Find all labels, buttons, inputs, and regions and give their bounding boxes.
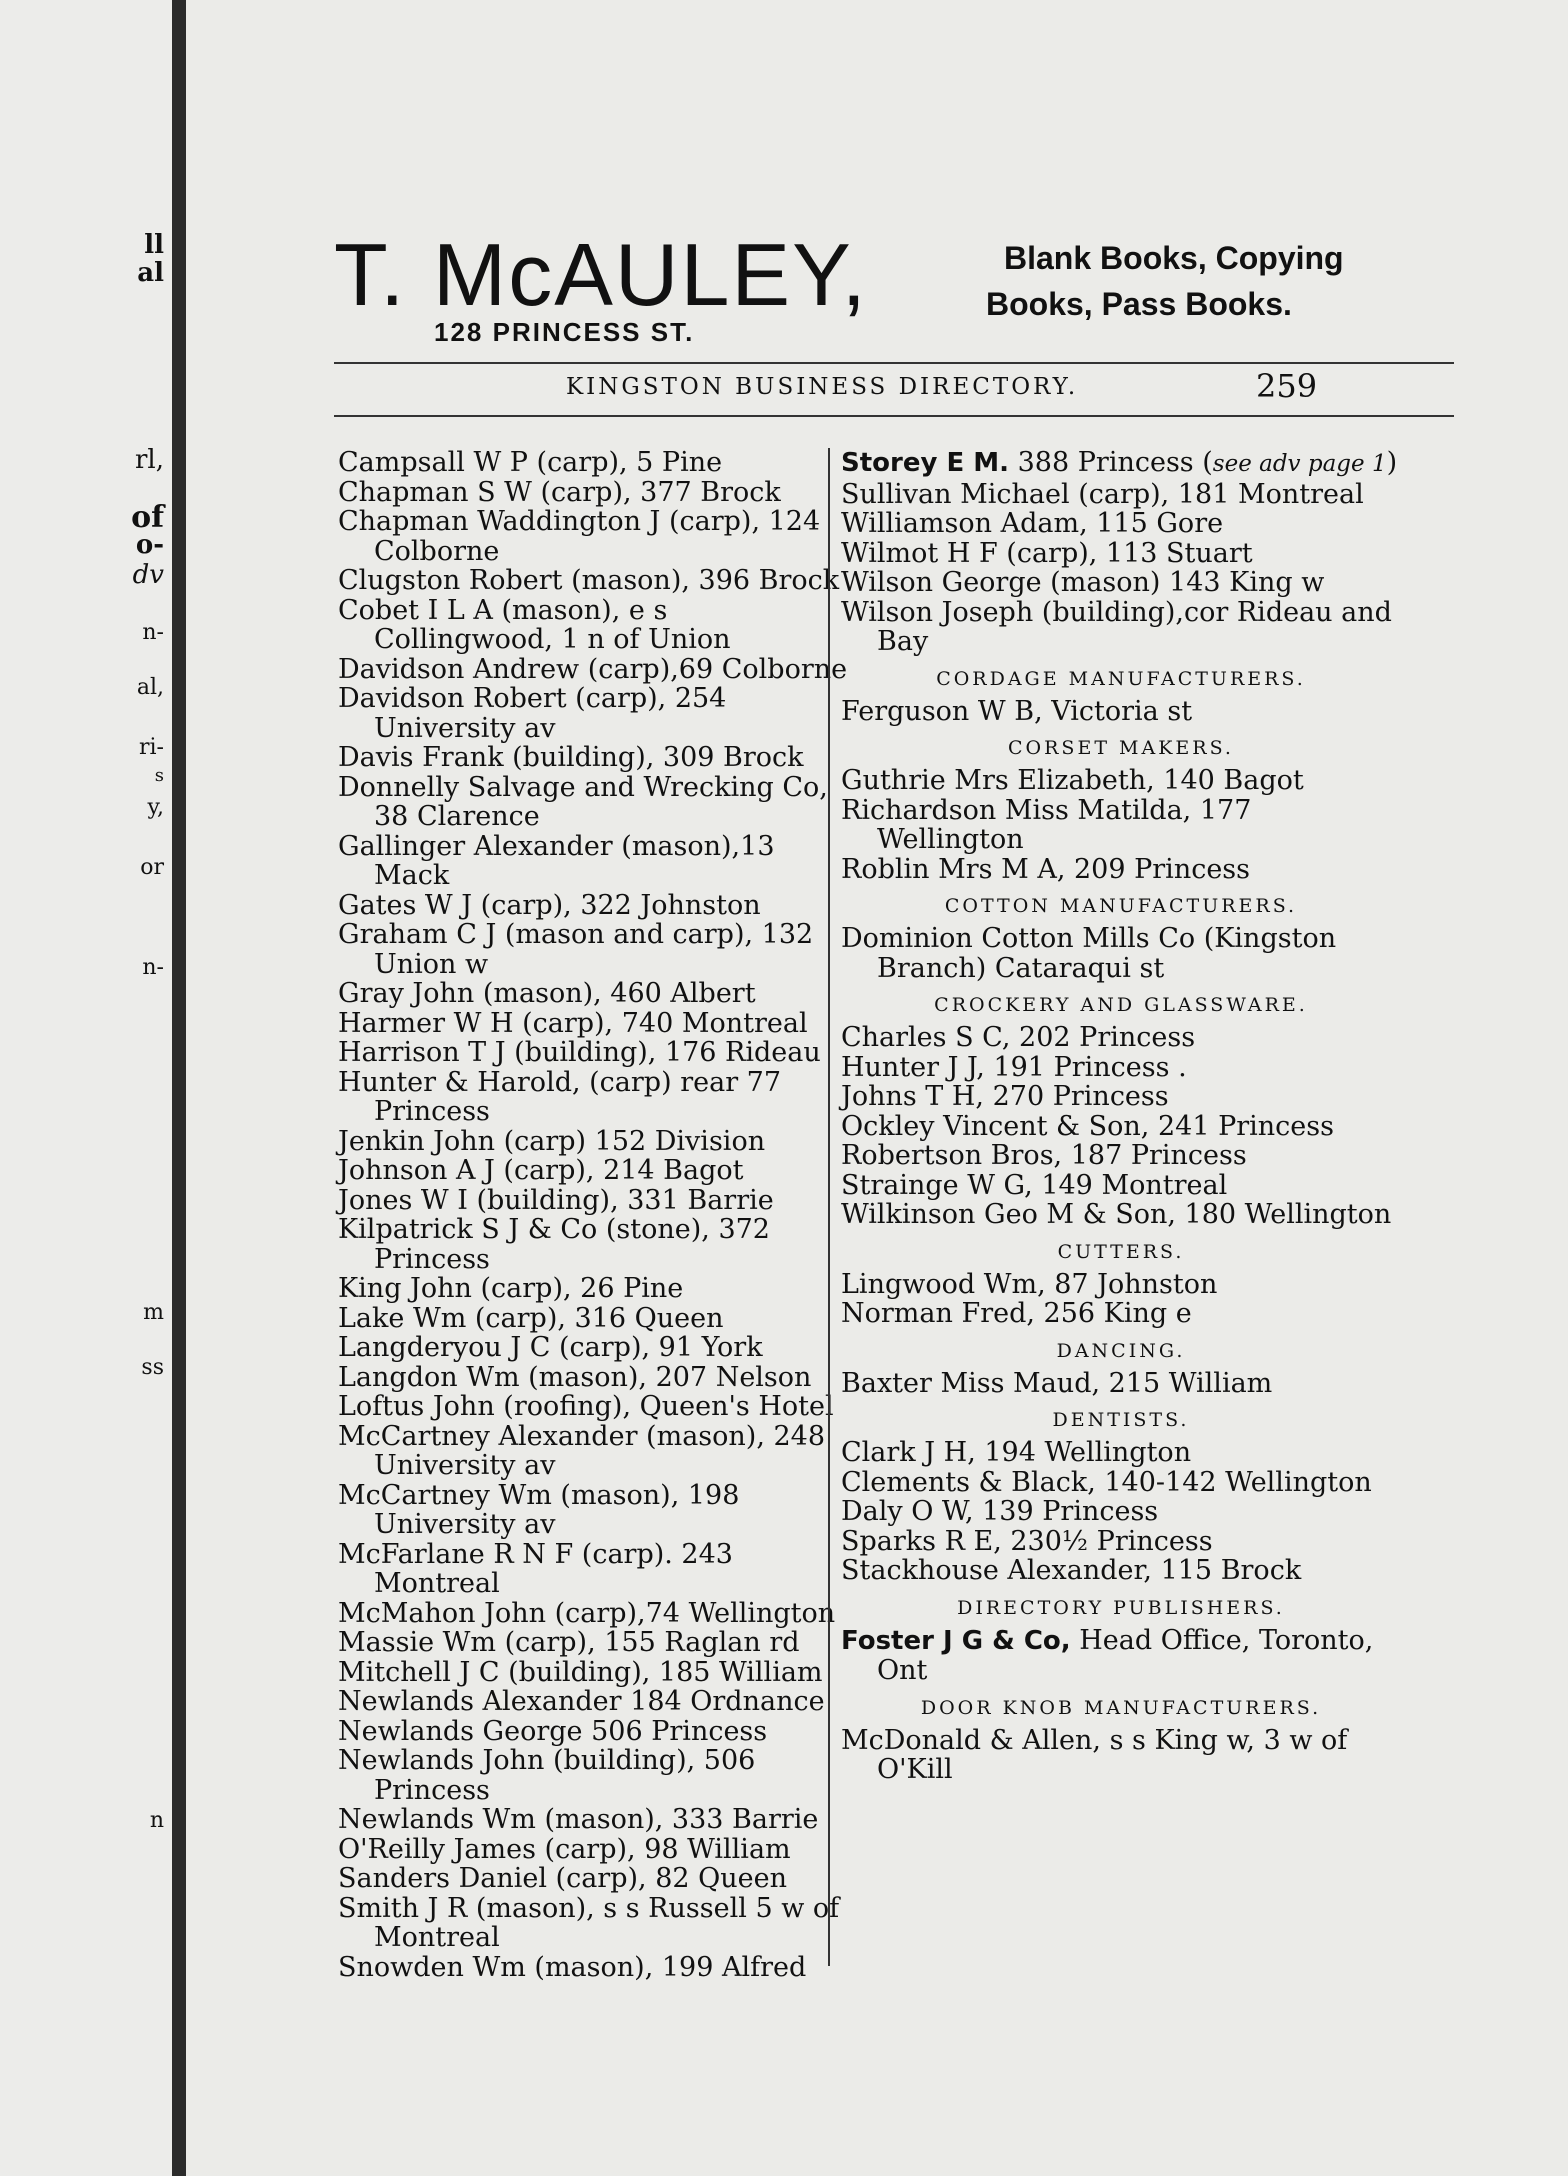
directory-entry: Guthrie Mrs Elizabeth, 140 Bagot: [841, 765, 1304, 796]
entry-name-bold: Storey E M.: [841, 448, 1010, 478]
directory-entry: Massie Wm (carp), 155 Raglan rd: [338, 1627, 800, 1658]
directory-entry: Jenkin John (carp) 152 Division: [338, 1125, 766, 1157]
directory-entry: Newlands George 506 Princess: [338, 1715, 768, 1747]
directory-entry: Mitchell J C (building), 185 William: [338, 1656, 823, 1688]
directory-entry: Clugston Robert (mason), 396 Brock: [338, 565, 840, 596]
section-heading: DANCING.: [1056, 1339, 1186, 1362]
margin-fragment: of: [131, 500, 164, 535]
directory-entry: Langdon Wm (mason), 207 Nelson: [338, 1361, 812, 1393]
directory-entry: Wilson George (mason) 143 King w: [841, 567, 1325, 598]
section-heading: COTTON MANUFACTURERS.: [944, 895, 1298, 917]
directory-entry: Richardson Miss Matilda, 177 Wellington: [841, 794, 1252, 855]
directory-entry: Davis Frank (building), 309 Brock: [338, 742, 804, 773]
section-heading: DENTISTS.: [1052, 1409, 1190, 1431]
directory-entry: Smith J R (mason), s s Russell 5 w of Montreal: [338, 1892, 840, 1953]
margin-fragment: al: [137, 258, 164, 288]
directory-entry: Kilpatrick S J & Co (stone), 372 Princess: [338, 1214, 770, 1275]
directory-page: [186, 0, 1568, 2176]
section-heading: CORSET MAKERS.: [1008, 737, 1234, 759]
section-heading: CUTTERS.: [1057, 1240, 1185, 1263]
directory-entry: Daly O W, 139 Princess: [841, 1496, 1159, 1527]
directory-entry: Ockley Vincent & Son, 241 Princess: [841, 1110, 1334, 1142]
tagline-line: Blank Books, Copying: [1004, 240, 1344, 276]
page-number: 259: [1256, 367, 1318, 405]
right-column: [841, 448, 1401, 1785]
directory-entry: Campsall W P (carp), 5 Pine: [338, 447, 723, 478]
directory-entry: Norman Fred, 256 King e: [841, 1298, 1192, 1329]
directory-entry: Roblin Mrs M A, 209 Princess: [841, 853, 1251, 885]
directory-entry: Gallinger Alexander (mason),13 Mack: [338, 830, 775, 891]
margin-fragment: or: [140, 855, 164, 880]
directory-entry: Jones W I (building), 331 Barrie: [338, 1184, 774, 1216]
facing-page-margin: [0, 0, 175, 2176]
directory-entry: Chapman S W (carp), 377 Brock: [338, 476, 781, 508]
directory-entry: Sullivan Michael (carp), 181 Montreal: [841, 478, 1364, 510]
directory-entry: Stackhouse Alexander, 115 Brock: [841, 1555, 1302, 1586]
directory-entry: O'Reilly James (carp), 98 William: [338, 1833, 791, 1865]
directory-entry: Johnson A J (carp), 214 Bagot: [338, 1155, 744, 1186]
directory-entry: Wilkinson Geo M & Son, 180 Wellington: [841, 1199, 1392, 1230]
directory-entry: Williamson Adam, 115 Gore: [841, 508, 1224, 539]
margin-fragment: ll: [144, 230, 164, 260]
directory-entry: Loftus John (roofing), Queen's Hotel: [338, 1391, 834, 1422]
directory-entry: Charles S C, 202 Princess: [841, 1022, 1196, 1053]
directory-entry: Davidson Robert (carp), 254 University av: [338, 683, 727, 744]
advertisement-banner: [334, 225, 1494, 350]
directory-entry: King John (carp), 26 Pine: [338, 1273, 684, 1304]
column-divider: [828, 448, 830, 1966]
margin-fragment: ss: [141, 1355, 164, 1380]
directory-entry: Sparks R E, 230½ Princess: [841, 1525, 1213, 1557]
directory-entry: Lingwood Wm, 87 Johnston: [841, 1268, 1218, 1300]
directory-entry: Chapman Waddington J (carp), 124 Colborne: [338, 506, 821, 567]
directory-entry: Johns T H, 270 Princess: [841, 1081, 1169, 1112]
margin-fragment: m: [143, 1300, 164, 1325]
directory-entry: Newlands John (building), 506 Princess: [338, 1745, 756, 1806]
header-rule: [334, 362, 1454, 364]
book-gutter: [172, 0, 186, 2176]
margin-fragment: ri-: [139, 735, 164, 760]
tagline-line: Books, Pass Books.: [986, 286, 1292, 322]
directory-entry: McCartney Wm (mason), 198 University av: [338, 1479, 740, 1540]
section-heading: DOOR KNOB MANUFACTURERS.: [920, 1696, 1322, 1719]
advertiser-address: 128 PRINCESS ST.: [434, 317, 695, 347]
section-heading: CROCKERY AND GLASSWARE.: [934, 994, 1308, 1016]
directory-entry: Davidson Andrew (carp),69 Colborne: [338, 653, 848, 685]
directory-entry: Gray John (mason), 460 Albert: [338, 978, 756, 1009]
section-heading: CORDAGE MANUFACTURERS.: [936, 667, 1306, 690]
margin-fragment: n-: [142, 620, 164, 645]
directory-entry: Gates W J (carp), 322 Johnston: [338, 889, 761, 921]
margin-fragment: al,: [136, 675, 164, 700]
entry-name-bold: Foster J G & Co,: [841, 1625, 1071, 1656]
margin-fragment: rl,: [134, 445, 164, 475]
running-head: KINGSTON BUSINESS DIRECTORY.: [566, 374, 1079, 400]
section-heading: DIRECTORY PUBLISHERS.: [957, 1596, 1285, 1619]
margin-fragment: n: [149, 1808, 164, 1833]
directory-entry: McFarlane R N F (carp). 243 Montreal: [338, 1538, 733, 1599]
entry-text: ): [1386, 447, 1398, 478]
directory-entry: Harmer W H (carp), 740 Montreal: [338, 1007, 808, 1039]
directory-entry: McMahon John (carp),74 Wellington: [338, 1597, 836, 1629]
directory-entry: Sanders Daniel (carp), 82 Queen: [338, 1863, 788, 1894]
margin-fragment: n-: [142, 955, 164, 980]
entry-text: Head Office, Toronto, Ont: [877, 1624, 1374, 1686]
directory-entry: [841, 1626, 1401, 1686]
margin-fragment: y,: [147, 795, 164, 820]
header-rule: [334, 415, 1454, 417]
directory-entry: Clements & Black, 140-142 Wellington: [841, 1466, 1372, 1498]
directory-entry: Baxter Miss Maud, 215 William: [841, 1367, 1273, 1399]
directory-entry: Wilson Joseph (building),cor Rideau and Bay: [841, 596, 1392, 657]
directory-entry: McDonald & Allen, s s King w, 3 w of O'Kill: [841, 1724, 1348, 1785]
directory-entry: Ferguson W B, Victoria st: [841, 695, 1193, 727]
directory-entry: Dominion Cotton Mills Co (Kingston Branch) Cataraqui st: [841, 923, 1337, 984]
directory-entry: Newlands Wm (mason), 333 Barrie: [338, 1804, 819, 1835]
entry-note: see adv page 1: [1212, 451, 1387, 477]
directory-entry: Wilmot H F (carp), 113 Stuart: [841, 537, 1253, 569]
directory-entry: Snowden Wm (mason), 199 Alfred: [338, 1951, 807, 1983]
directory-entry: Donnelly Salvage and Wrecking Co, 38 Clarence: [338, 771, 828, 832]
directory-entry: Clark J H, 194 Wellington: [841, 1437, 1192, 1468]
directory-entry: Cobet I L A (mason), e s Collingwood, 1 n of Union: [338, 594, 731, 655]
directory-entry: Hunter & Harold, (carp) rear 77 Princess: [338, 1066, 782, 1127]
entry-text: 388 Princess (: [1009, 447, 1213, 478]
advertiser-tagline: [986, 235, 1484, 327]
margin-fragment: s: [154, 765, 164, 786]
advertiser-name: T. McAULEY,: [334, 225, 868, 324]
directory-entry: Lake Wm (carp), 316 Queen: [338, 1302, 724, 1334]
directory-entry: Strainge W G, 149 Montreal: [841, 1169, 1228, 1201]
margin-fragment: o-: [135, 530, 164, 560]
directory-entry: McCartney Alexander (mason), 248 University av: [338, 1420, 826, 1481]
left-column: [338, 448, 848, 1982]
margin-fragment: dv: [132, 560, 164, 590]
directory-entry: Harrison T J (building), 176 Rideau: [338, 1037, 821, 1068]
directory-entry: [841, 448, 1401, 480]
directory-entry: Robertson Bros, 187 Princess: [841, 1140, 1247, 1171]
directory-entry: Newlands Alexander 184 Ordnance: [338, 1686, 825, 1717]
directory-entry: Graham C J (mason and carp), 132 Union w: [338, 919, 814, 980]
directory-entry: Hunter J J, 191 Princess .: [841, 1051, 1187, 1083]
directory-entry: Langderyou J C (carp), 91 York: [338, 1332, 763, 1363]
